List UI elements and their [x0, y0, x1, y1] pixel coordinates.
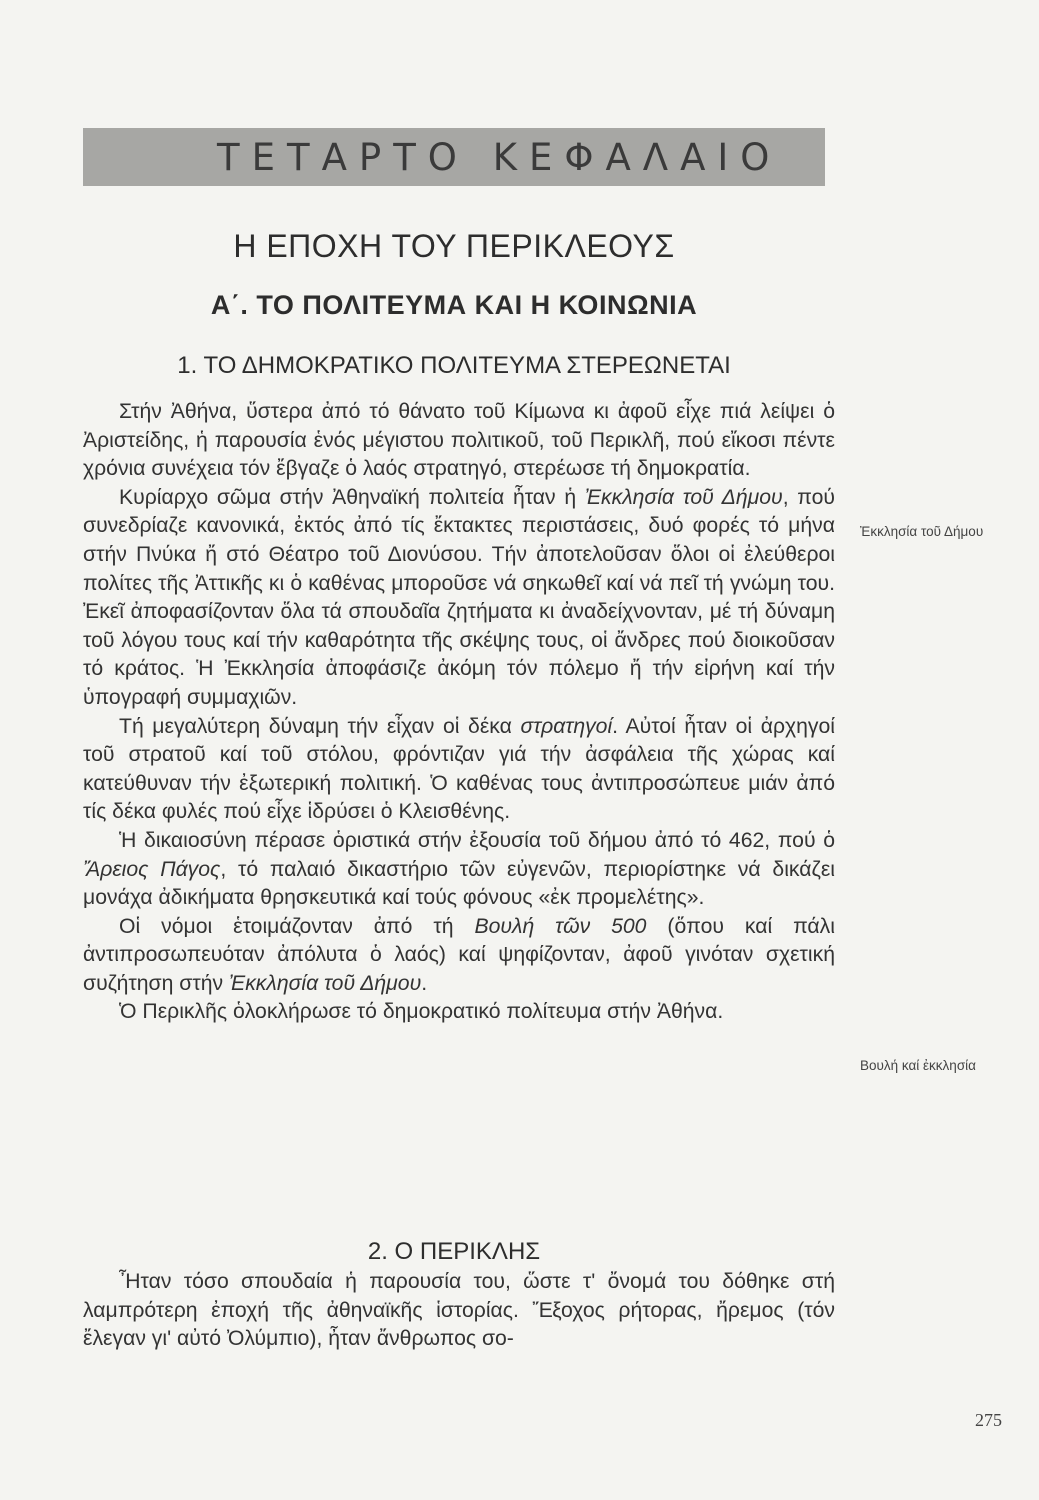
paragraph-2-text-b: , πού συνεδρίαζε κανονικά, ἐκτός ἀπό τίς ἔκτακτες περιστάσεις, δυό φορές τό μήνα στήν Πνύκα ἤ στό Θέατρο τοῦ Διονύσου. Τήν ἀποτελοῦσαν ὅλοι οἱ ἐλεύθεροι πολίτες τῆς Ἀττικῆς κι ὁ καθένας μποροῦσε νά σηκωθεῖ καί νά πεῖ τή γνώμη του. Ἐκεῖ ἀποφασίζονταν ὅλα τά σπουδαῖα ζητήματα κι ἀναδείχνονταν, μέ τή δύναμη τοῦ λόγου τους καί τήν καθαρότητα τῆς σκέψης τους, οἱ ἄνδρες πού διοικοῦσαν τό κράτος. Ἡ Ἐκκλησία ἀποφάσιζε ἀκόμη τόν πόλεμο ἤ τήν εἰρήνη καί τήν ὑπογραφή συμμαχιῶν.	[83, 485, 835, 709]
margin-note-2: Βουλή καί ἐκκλησία	[860, 1058, 976, 1073]
paragraph-5-italic-1: Βουλή τῶν 500	[474, 914, 647, 938]
paragraph-4-italic: Ἄρειος Πάγος	[83, 857, 221, 881]
page-number: 275	[975, 1410, 1002, 1430]
chapter-heading: ΤΕΤΑΡΤΟ ΚΕΦΑΛΑΙΟ	[217, 135, 782, 179]
paragraph-6: Ὁ Περικλῆς ὁλοκλήρωσε τό δημοκρατικό πολίτευμα στήν Ἀθήνα.	[119, 1000, 724, 1024]
subsection-heading-2: 2. Ο ΠΕΡΙΚΛΗΣ	[367, 1238, 541, 1265]
chapter-heading-band	[83, 128, 825, 186]
paragraph-3	[83, 713, 835, 827]
section-heading: Α΄. ΤΟ ΠΟΛΙΤΕΥΜΑ ΚΑΙ Η ΚΟΙΝΩΝΙΑ	[210, 290, 698, 320]
paragraph-5-text-b: (ὅπου καί πάλι ἀντιπροσωπευόταν ἀπόλυτα ὁ λαός) καί ψηφίζονταν, ἀφοῦ γινόταν σχετική συζήτηση στήν	[83, 914, 835, 995]
body-text-block-1	[83, 398, 835, 1027]
page-title: Η ΕΠΟΧΗ ΤΟΥ ΠΕΡΙΚΛΕΟΥΣ	[233, 228, 675, 264]
paragraph-5-text-c: .	[421, 971, 428, 995]
paragraph-4-text-a: Ἡ δικαιοσύνη πέρασε ὁριστικά στήν ἐξουσία τοῦ δήμου ἀπό τό 462, πού ὁ	[119, 828, 835, 852]
paragraph-5	[83, 913, 835, 999]
subsection-heading-1: 1. ΤΟ ΔΗΜΟΚΡΑΤΙΚΟ ΠΟΛΙΤΕΥΜΑ ΣΤΕΡΕΩΝΕΤΑΙ	[177, 352, 731, 379]
margin-note-1: Ἐκκλησία τοῦ Δήμου	[860, 524, 984, 539]
paragraph-7: Ἦταν τόσο σπουδαία ἡ παρουσία του, ὥστε τ' ὄνομά του δόθηκε στή λαμπρότερη ἐποχή τῆς ἀθηναϊκῆς ἱστορίας. Ἔξοχος ρήτορας, ἤρεμος (τόν ἔλεγαν γι' αὐτό Ὀλύμπιο), ἦταν ἄνθρωπος σο-	[83, 1270, 835, 1351]
paragraph-3-text-a: Τή μεγαλύτερη δύναμη τήν εἶχαν οἱ δέκα	[119, 714, 521, 738]
paragraph-4-text-b: , τό παλαιό δικαστήριο τῶν εὐγενῶν, περιορίστηκε νά δικάζει μονάχα ἀδικήματα θρησκευτικά καί τούς φόνους «ἐκ προμελέτης».	[83, 857, 835, 910]
paragraph-2-text-a: Κυρίαρχο σῶμα στήν Ἀθηναϊκή πολιτεία ἦταν ἡ	[119, 485, 585, 509]
paragraph-1: Στήν Ἀθήνα, ὕστερα ἀπό τό θάνατο τοῦ Κίμωνα κι ἀφοῦ εἶχε πιά λείψει ὁ Ἀριστείδης, ἡ παρουσία ἑνός μέγιστου πολιτικοῦ, τοῦ Περικλῆ, πού εἴκοσι πέντε χρόνια συνέχεια τόν ἔβγαζε ὁ λαός στρατηγό, στερέωσε τή δημοκρατία.	[83, 400, 835, 481]
paragraph-5-text-a: Οἱ νόμοι ἑτοιμάζονταν ἀπό τή	[119, 914, 475, 938]
paragraph-5-italic-2: Ἐκκλησία τοῦ Δήμου	[229, 971, 422, 995]
paragraph-3-italic: στρατηγοί	[520, 714, 613, 738]
body-text-block-2	[83, 1268, 835, 1354]
paragraph-4	[83, 827, 835, 913]
paragraph-2-italic: Ἐκκλησία τοῦ Δήμου	[584, 485, 783, 509]
paragraph-2	[83, 484, 835, 713]
paragraph-3-text-b: . Αὐτοί ἦταν οἱ ἀρχηγοί τοῦ στρατοῦ καί τοῦ στόλου, φρόντιζαν γιά τήν ἀσφάλεια τῆς χώρας καί κατεύθυναν τήν ἐξωτερική πολιτική. Ὁ καθένας τους ἀντιπροσώπευε μιάν ἀπό τίς δέκα φυλές πού εἶχε ἱδρύσει ὁ Κλεισθένης.	[83, 714, 835, 824]
